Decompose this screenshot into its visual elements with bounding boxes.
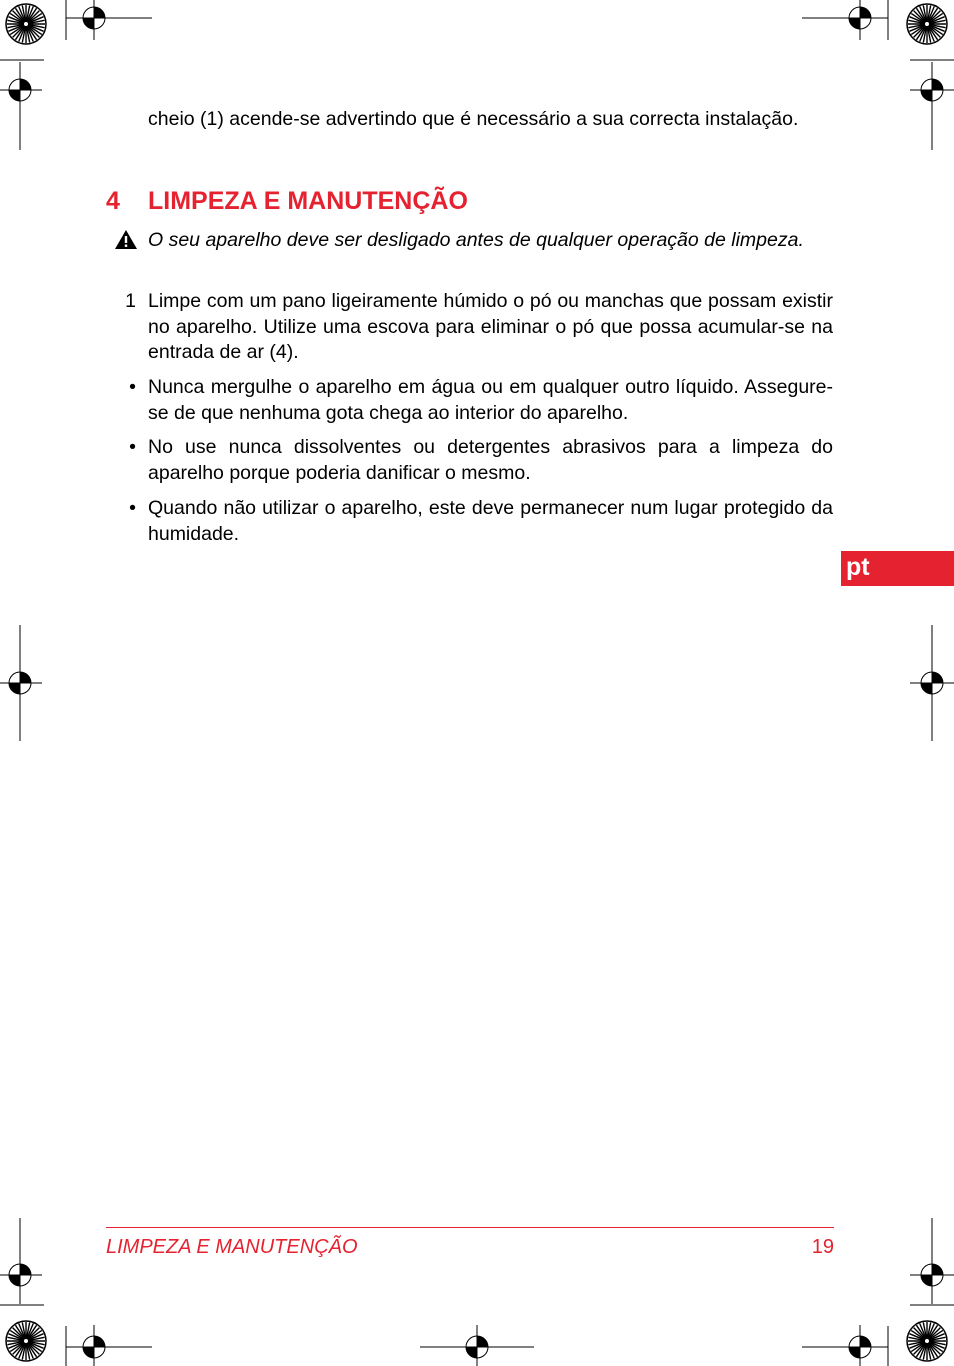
page-number: 19 (811, 1236, 834, 1258)
list-item: Limpe com um pano ligeiramente húmido o pó ou manchas que possam existir no aparelho. Utilize uma escova para eliminar o pó que possa acumular-se na entrada de ar (4). (148, 290, 833, 363)
list-item: Nunca mergulhe o aparelho em água ou em qualquer outro líquido. Assegure-se de que nenhuma gota chega ao interior do aparelho. (148, 376, 833, 424)
warning-text: O seu aparelho deve ser desligado antes de qualquer operação de limpeza. (148, 229, 804, 251)
list-item: No use nunca dissolventes ou detergentes abrasivos para a limpeza do aparelho porque poderia danificar o mesmo. (148, 436, 833, 484)
section-title: LIMPEZA E MANUTENÇÃO (148, 187, 468, 215)
list-item: Quando não utilizar o aparelho, este deve permanecer num lugar protegido da humidade. (148, 497, 833, 545)
list-item-marker: • (129, 497, 136, 519)
footer-title: LIMPEZA E MANUTENÇÃO (106, 1236, 358, 1258)
footer-divider (106, 1227, 834, 1228)
list-item-marker: 1 (125, 290, 136, 312)
section-number: 4 (106, 187, 120, 215)
list-item-marker: • (129, 436, 136, 458)
list-item-marker: • (129, 376, 136, 398)
language-tab: pt (841, 551, 954, 586)
intro-paragraph: cheio (1) acende-se advertindo que é necessário a sua correcta instalação. (148, 108, 799, 130)
warning-triangle-icon (114, 229, 138, 250)
